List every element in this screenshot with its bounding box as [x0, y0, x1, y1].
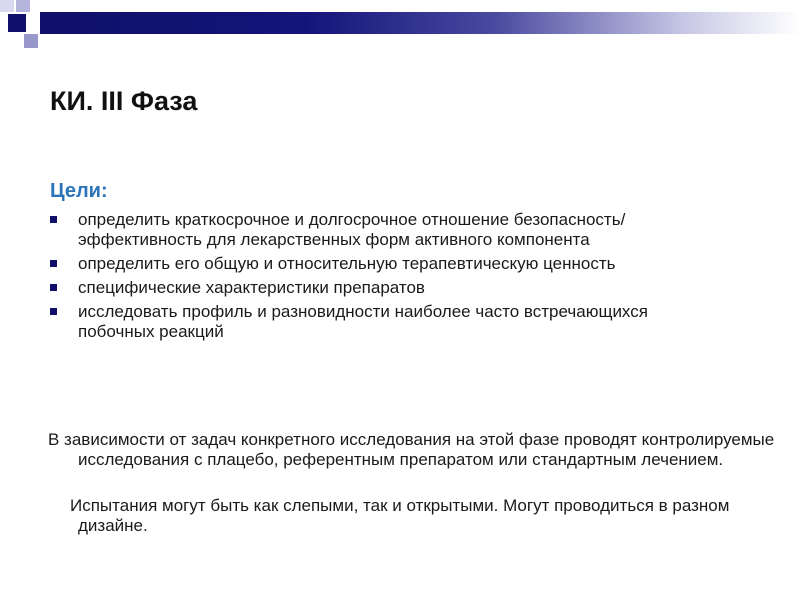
square-bullet-icon [50, 260, 57, 267]
body-paragraph: Испытания могут быть как слепыми, так и открытыми. Могут проводиться в разном дизайне. [70, 496, 730, 535]
slide-title: КИ. III Фаза [50, 86, 198, 116]
goal-item [46, 302, 696, 342]
goal-text: исследовать профиль и разновидности наиболее часто встречающихся побочных реакций [78, 302, 648, 341]
square-bullet-icon [50, 216, 57, 223]
goal-item [46, 210, 696, 250]
square-bullet-icon [50, 308, 57, 315]
body-paragraph: В зависимости от задач конкретного исследования на этой фазе проводят контролируемые исследования с плацебо, референтным препаратом или стандартным лечением. [48, 430, 775, 469]
decor-square [8, 14, 26, 32]
decor-square [16, 0, 30, 12]
goal-text: специфические характеристики препаратов [78, 278, 425, 297]
decor-square [24, 34, 38, 48]
goals-heading: Цели: [50, 180, 108, 202]
goal-item [46, 254, 696, 274]
goal-item [46, 278, 696, 298]
goal-text: определить его общую и относительную терапевтическую ценность [78, 254, 616, 273]
decor-square [0, 0, 14, 12]
square-bullet-icon [50, 284, 57, 291]
decor-gradient-band [40, 12, 800, 34]
goals-list [46, 210, 696, 346]
goal-text: определить краткосрочное и долгосрочное отношение безопасность/эффективность для лекарственных форм активного компонента [78, 210, 626, 249]
